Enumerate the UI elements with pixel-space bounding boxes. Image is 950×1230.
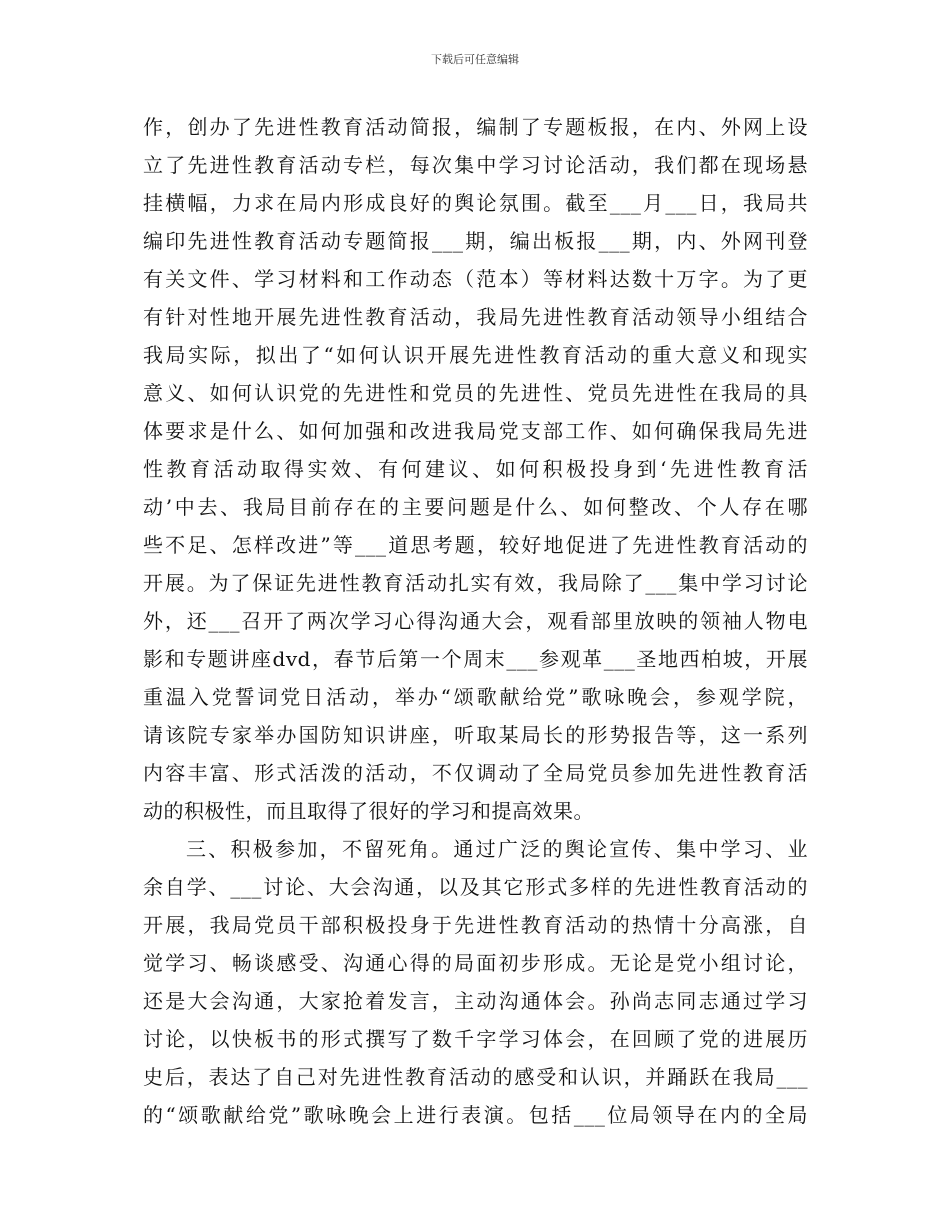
- text-line: 意义、如何认识党的先进性和党员的先进性、党员先进性在我局的具: [143, 381, 808, 405]
- text-line: 开展，我局党员干部积极投身于先进性教育活动的热情十分高涨，自: [143, 913, 808, 937]
- text-line: 有关文件、学习材料和工作动态（范本）等材料达数十万字。为了更: [143, 267, 808, 291]
- text-line: 觉学习、畅谈感受、沟通心得的局面初步形成。无论是党小组讨论，: [143, 951, 808, 975]
- text-line: 性教育活动取得实效、有何建议、如何积极投身到‘先进性教育活: [143, 457, 808, 481]
- text-line: 外，还___召开了两次学习心得沟通大会，观看部里放映的领袖人物电: [143, 609, 808, 633]
- text-line: 体要求是什么、如何加强和改进我局党支部工作、如何确保我局先进: [143, 419, 808, 443]
- text-line: 作，创办了先进性教育活动简报，编制了专题板报，在内、外网上设: [143, 115, 808, 139]
- text-line: 余自学、___讨论、大会沟通，以及其它形式多样的先进性教育活动的: [143, 875, 808, 899]
- text-line: 编印先进性教育活动专题简报___期，编出板报___期，内、外网刊登: [143, 229, 808, 253]
- text-line: 挂横幅，力求在局内形成良好的舆论氛围。截至___月___日，我局共: [143, 191, 808, 215]
- text-line: 影和专题讲座dvd，春节后第一个周末___参观革___圣地西柏坡，开展: [143, 647, 808, 671]
- text-line: 有针对性地开展先进性教育活动，我局先进性教育活动领导小组结合: [143, 305, 808, 329]
- page-header-note: 下载后可任意编辑: [431, 53, 519, 66]
- text-line: 请该院专家举办国防知识讲座，听取某局长的形势报告等，这一系列: [143, 723, 808, 747]
- text-line: 我局实际，拟出了“如何认识开展先进性教育活动的重大意义和现实: [143, 343, 808, 367]
- text-line: 动’中去、我局目前存在的主要问题是什么、如何整改、个人存在哪: [143, 495, 808, 519]
- text-line: 讨论，以快板书的形式撰写了数千字学习体会，在回顾了党的进展历: [143, 1027, 808, 1051]
- text-line: 的“颂歌献给党”歌咏晚会上进行表演。包括___位局领导在内的全局: [143, 1103, 808, 1127]
- text-line: 史后，表达了自己对先进性教育活动的感受和认识，并踊跃在我局___: [143, 1065, 808, 1089]
- text-line: 立了先进性教育活动专栏，每次集中学习讨论活动，我们都在现场悬: [143, 153, 808, 177]
- text-line: 些不足、怎样改进”等___道思考题，较好地促进了先进性教育活动的: [143, 533, 808, 557]
- text-line: 动的积极性，而且取得了很好的学习和提高效果。: [143, 799, 594, 823]
- text-line: 还是大会沟通，大家抢着发言，主动沟通体会。孙尚志同志通过学习: [143, 989, 808, 1013]
- text-line: 内容丰富、形式活泼的活动，不仅调动了全局党员参加先进性教育活: [143, 761, 808, 785]
- text-line: 开展。为了保证先进性教育活动扎实有效，我局除了___集中学习讨论: [143, 571, 808, 595]
- body-text: [143, 108, 808, 1134]
- text-line: 重温入党誓词党日活动，举办“颂歌献给党”歌咏晚会，参观学院，: [143, 685, 808, 709]
- text-line: 三、积极参加，不留死角。通过广泛的舆论宣传、集中学习、业: [186, 837, 808, 861]
